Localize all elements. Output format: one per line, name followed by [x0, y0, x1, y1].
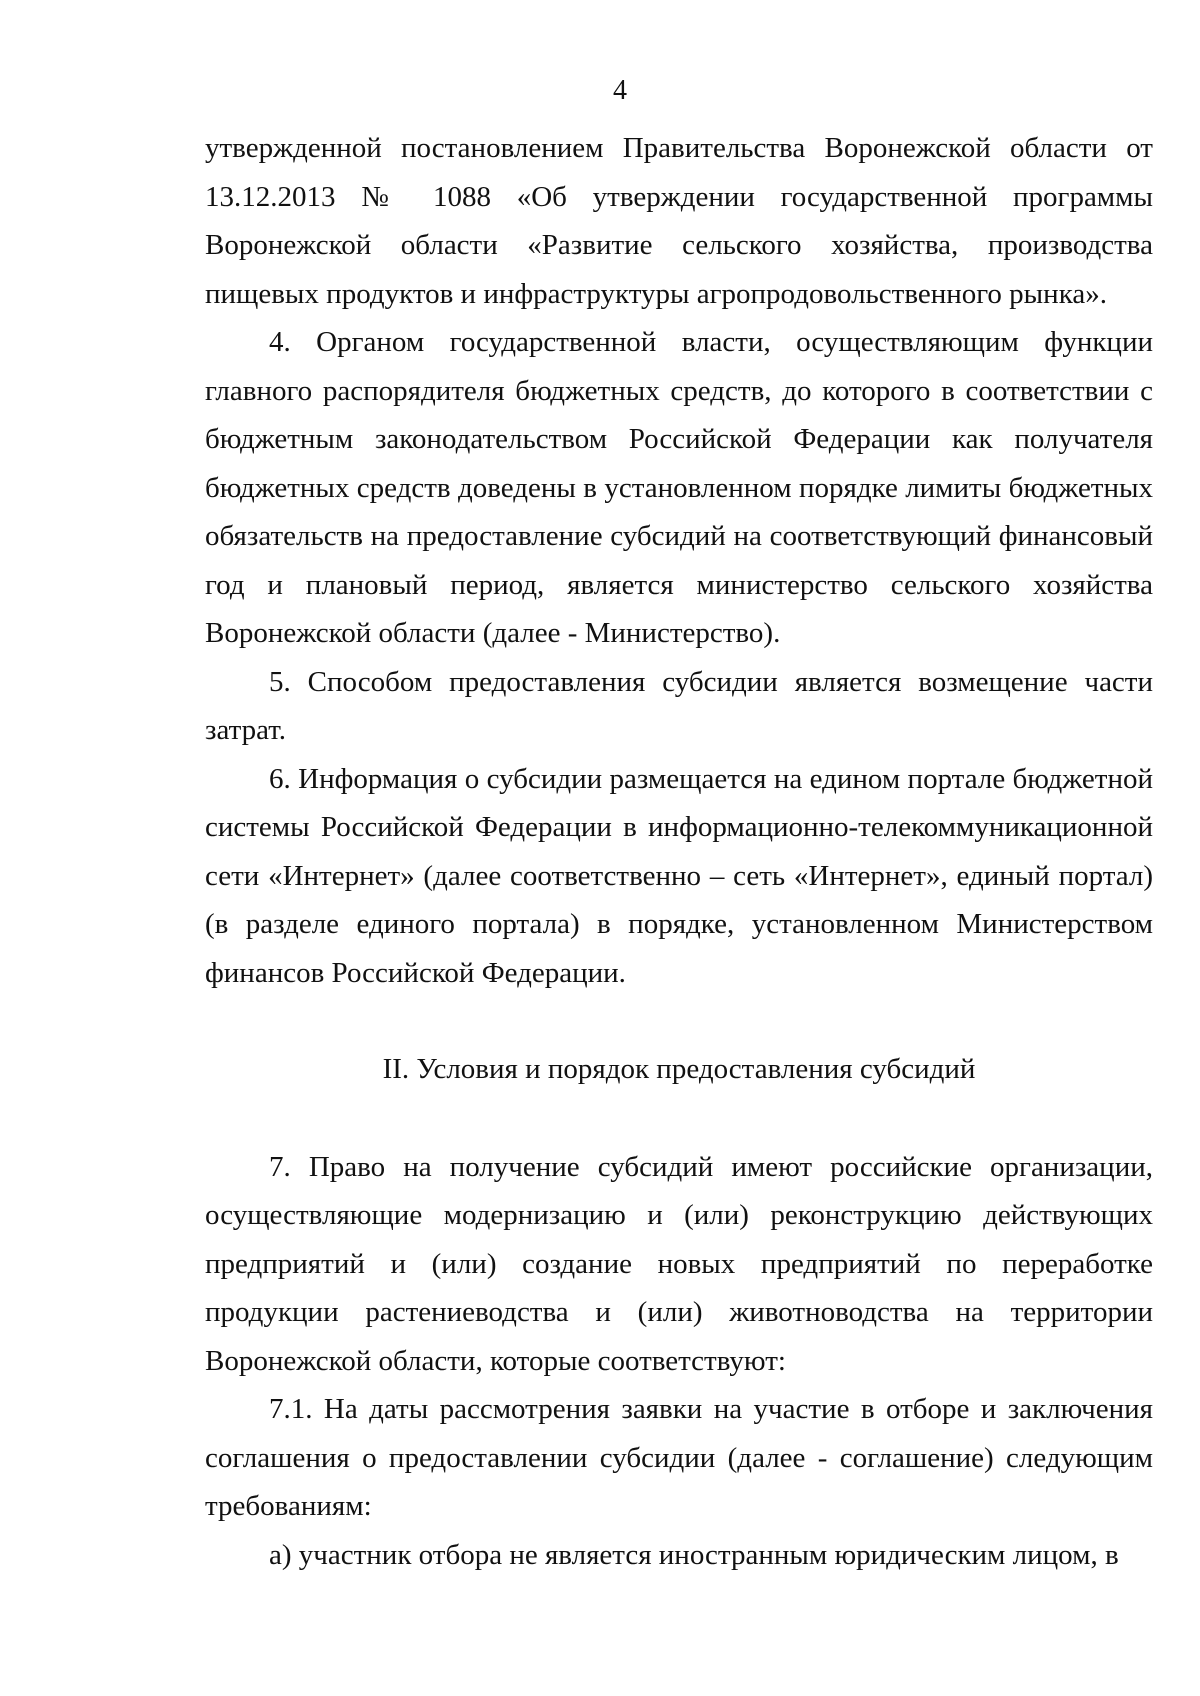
- paragraph-3-continuation: утвержденной постановлением Правительства Воронежской области от 13.12.2013 № 1088 «Об утверждении государственной программы Воронежской области «Развитие сельского хозяйства, производства пищевых продуктов и инфраструктуры агропродовольственного рынка».: [205, 132, 1153, 310]
- page-number: 4: [613, 75, 627, 106]
- paragraph-5: 5. Способом предоставления субсидии является возмещение части затрат.: [205, 665, 1153, 746]
- paragraph-4: 4. Органом государственной власти, осуществляющим функции главного распорядителя бюджетных средств, до которого в соответствии с бюджетным законодательством Российской Федерации как получателя бюджетных средств доведены в установленном порядке лимиты бюджетных обязательств на предоставление субсидий на соответствующий финансовый год и плановый период, является министерство сельского хозяйства Воронежской области (далее - Министерство).: [205, 326, 1153, 649]
- section-title: II. Условия и порядок предоставления субсидий: [382, 1053, 976, 1085]
- paragraph-6: 6. Информация о субсидии размещается на едином портале бюджетной системы Российской Федерации в информационно-телекоммуникационной сети «Интернет» (далее соответственно – сеть «Интернет», единый портал) (в разделе единого портала) в порядке, установленном Министерством финансов Российской Федерации.: [205, 762, 1153, 989]
- document-body: [205, 124, 1153, 1579]
- paragraph-a: а) участник отбора не является иностранным юридическим лицом, в: [269, 1538, 1119, 1571]
- paragraph-7: 7. Право на получение субсидий имеют российские организации, осуществляющие модернизацию и (или) реконструкцию действующих предприятий и (или) создание новых предприятий по переработке продукции растениеводства и (или) животноводства на территории Воронежской области, которые соответствуют:: [205, 1150, 1153, 1377]
- paragraph-7-1: 7.1. На даты рассмотрения заявки на участие в отборе и заключения соглашения о предоставлении субсидии (далее - соглашение) следующим требованиям:: [205, 1393, 1153, 1522]
